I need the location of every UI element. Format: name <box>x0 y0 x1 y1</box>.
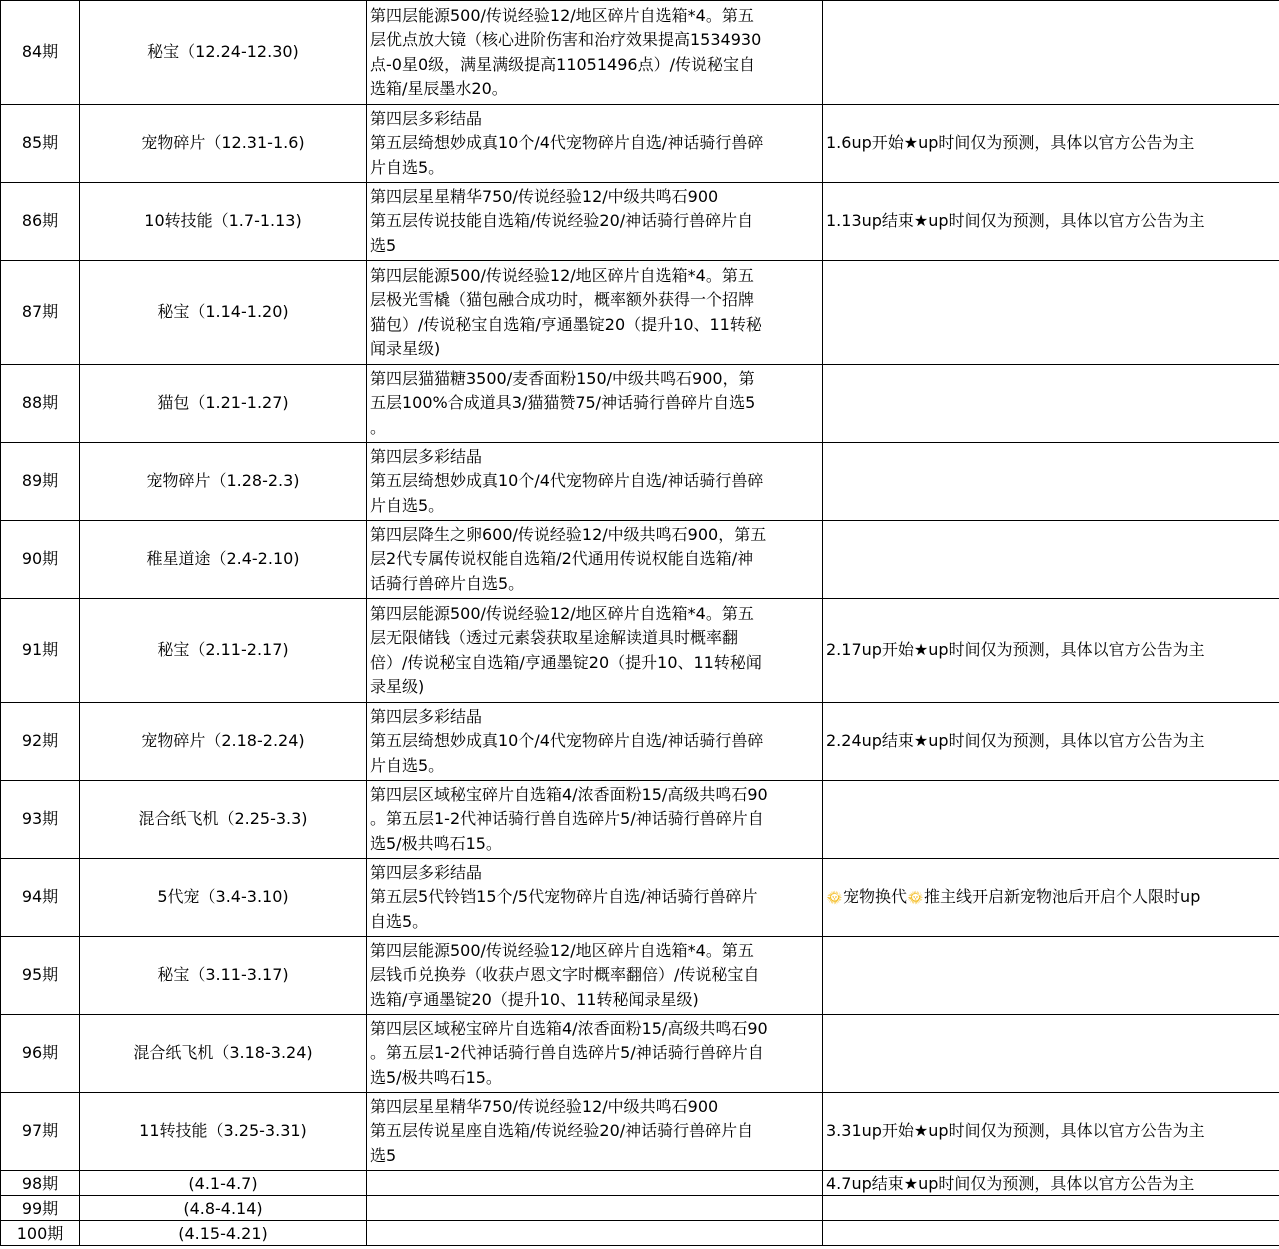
period-cell: 91期 <box>1 599 80 703</box>
period-cell: 93期 <box>1 781 80 859</box>
note-cell: 2.24up结束★up时间仅为预测，具体以官方公告为主 <box>823 703 1279 781</box>
period-cell: 95期 <box>1 937 80 1015</box>
table-row <box>1 521 1279 599</box>
note-cell <box>823 261 1279 365</box>
reward-cell: 第四层多彩结晶 第五层5代铃铛15个/5代宠物碎片自选/神话骑行兽碎片 自选5。 <box>367 859 823 937</box>
note-cell <box>823 1015 1279 1093</box>
reward-cell: 第四层能源500/传说经验12/地区碎片自选箱*4。第五 层无限储钱（透过元素袋获取星途解读道具时概率翻 倍）/传说秘宝自选箱/亨通墨锭20（提升10、11转秘闻 录星级) <box>367 599 823 703</box>
note-cell: 4.7up结束★up时间仅为预测，具体以官方公告为主 <box>823 1171 1279 1196</box>
note-cell <box>823 781 1279 859</box>
theme-cell: 宠物碎片（12.31-1.6) <box>80 105 367 183</box>
period-cell: 90期 <box>1 521 80 599</box>
theme-cell: 秘宝（1.14-1.20) <box>80 261 367 365</box>
theme-cell: 秘宝（12.24-12.30) <box>80 1 367 105</box>
table-row <box>1 703 1279 781</box>
period-cell: 98期 <box>1 1171 80 1196</box>
reward-cell: 第四层区域秘宝碎片自选箱4/浓香面粉15/高级共鸣石90 。第五层1-2代神话骑行兽自选碎片5/神话骑行兽碎片自 选5/极共鸣石15。 <box>367 1015 823 1093</box>
sun-icon: 🌞︎ <box>827 888 843 907</box>
theme-cell: 11转技能（3.25-3.31) <box>80 1093 367 1171</box>
table-row <box>1 1015 1279 1093</box>
period-cell: 97期 <box>1 1093 80 1171</box>
period-cell: 96期 <box>1 1015 80 1093</box>
theme-cell: (4.8-4.14) <box>80 1196 367 1221</box>
note-cell: 1.6up开始★up时间仅为预测，具体以官方公告为主 <box>823 105 1279 183</box>
note-cell <box>823 1 1279 105</box>
reward-cell: 第四层降生之卵600/传说经验12/中级共鸣石900，第五 层2代专属传说权能自选箱/2代通用传说权能自选箱/神 话骑行兽碎片自选5。 <box>367 521 823 599</box>
theme-cell: (4.1-4.7) <box>80 1171 367 1196</box>
note-cell <box>823 365 1279 443</box>
table-row <box>1 599 1279 703</box>
theme-cell: 秘宝（2.11-2.17) <box>80 599 367 703</box>
table-row <box>1 1093 1279 1171</box>
reward-cell: 第四层能源500/传说经验12/地区碎片自选箱*4。第五 层优点放大镜（核心进阶伤害和治疗效果提高1534930 点-0星0级，满星满级提高11051496点）/传说秘宝自 选箱/星辰墨水20。 <box>367 1 823 105</box>
theme-cell: 混合纸飞机（2.25-3.3) <box>80 781 367 859</box>
reward-cell: 第四层多彩结晶 第五层绮想妙成真10个/4代宠物碎片自选/神话骑行兽碎 片自选5。 <box>367 443 823 521</box>
reward-cell <box>367 1171 823 1196</box>
table-row <box>1 1 1279 105</box>
theme-cell: 宠物碎片（2.18-2.24) <box>80 703 367 781</box>
table-row <box>1 443 1279 521</box>
reward-cell <box>367 1221 823 1246</box>
table-row <box>1 1196 1279 1221</box>
reward-cell: 第四层星星精华750/传说经验12/中级共鸣石900 第五层传说星座自选箱/传说经验20/神话骑行兽碎片自 选5 <box>367 1093 823 1171</box>
reward-cell: 第四层星星精华750/传说经验12/中级共鸣石900 第五层传说技能自选箱/传说经验20/神话骑行兽碎片自 选5 <box>367 183 823 261</box>
table-row <box>1 937 1279 1015</box>
reward-cell: 第四层能源500/传说经验12/地区碎片自选箱*4。第五 层极光雪橇（猫包融合成功时，概率额外获得一个招牌 猫包）/传说秘宝自选箱/亨通墨锭20（提升10、11转秘 闻录星级) <box>367 261 823 365</box>
note-cell: 1.13up结束★up时间仅为预测，具体以官方公告为主 <box>823 183 1279 261</box>
table-row <box>1 105 1279 183</box>
note-cell <box>823 937 1279 1015</box>
reward-cell: 第四层多彩结晶 第五层绮想妙成真10个/4代宠物碎片自选/神话骑行兽碎 片自选5。 <box>367 703 823 781</box>
period-cell: 92期 <box>1 703 80 781</box>
table-row <box>1 1171 1279 1196</box>
note-label-main-line: 推主线开启新宠物池后开启个人限时up <box>924 887 1201 907</box>
period-cell: 87期 <box>1 261 80 365</box>
note-cell <box>823 1196 1279 1221</box>
note-label-pet-change: 宠物换代 <box>843 887 908 907</box>
theme-cell: 稚星道途（2.4-2.10) <box>80 521 367 599</box>
theme-cell: 猫包（1.21-1.27) <box>80 365 367 443</box>
note-cell: 2.17up开始★up时间仅为预测，具体以官方公告为主 <box>823 599 1279 703</box>
period-cell: 85期 <box>1 105 80 183</box>
table-row <box>1 365 1279 443</box>
period-cell: 99期 <box>1 1196 80 1221</box>
sun-icon: 🌞︎ <box>908 888 924 907</box>
table-row <box>1 183 1279 261</box>
period-cell: 94期 <box>1 859 80 937</box>
note-cell <box>823 859 1279 937</box>
period-cell: 100期 <box>1 1221 80 1246</box>
table-row <box>1 261 1279 365</box>
reward-cell: 第四层区域秘宝碎片自选箱4/浓香面粉15/高级共鸣石90 。第五层1-2代神话骑行兽自选碎片5/神话骑行兽碎片自 选5/极共鸣石15。 <box>367 781 823 859</box>
table-row <box>1 781 1279 859</box>
period-cell: 88期 <box>1 365 80 443</box>
theme-cell: (4.15-4.21) <box>80 1221 367 1246</box>
note-cell <box>823 443 1279 521</box>
period-cell: 86期 <box>1 183 80 261</box>
reward-cell: 第四层能源500/传说经验12/地区碎片自选箱*4。第五 层钱币兑换券（收获卢恩文字时概率翻倍）/传说秘宝自 选箱/亨通墨锭20（提升10、11转秘闻录星级) <box>367 937 823 1015</box>
reward-cell <box>367 1196 823 1221</box>
period-cell: 89期 <box>1 443 80 521</box>
note-cell <box>823 521 1279 599</box>
theme-cell: 秘宝（3.11-3.17) <box>80 937 367 1015</box>
period-cell: 84期 <box>1 1 80 105</box>
table-row <box>1 859 1279 937</box>
reward-cell: 第四层猫猫糖3500/麦香面粉150/中级共鸣石900，第 五层100%合成道具3/猫猫赞75/神话骑行兽碎片自选5 。 <box>367 365 823 443</box>
theme-cell: 混合纸飞机（3.18-3.24) <box>80 1015 367 1093</box>
note-cell <box>823 1221 1279 1246</box>
reward-cell: 第四层多彩结晶 第五层绮想妙成真10个/4代宠物碎片自选/神话骑行兽碎 片自选5。 <box>367 105 823 183</box>
theme-cell: 宠物碎片（1.28-2.3) <box>80 443 367 521</box>
note-cell: 3.31up开始★up时间仅为预测，具体以官方公告为主 <box>823 1093 1279 1171</box>
theme-cell: 10转技能（1.7-1.13) <box>80 183 367 261</box>
theme-cell: 5代宠（3.4-3.10) <box>80 859 367 937</box>
table-row <box>1 1221 1279 1246</box>
